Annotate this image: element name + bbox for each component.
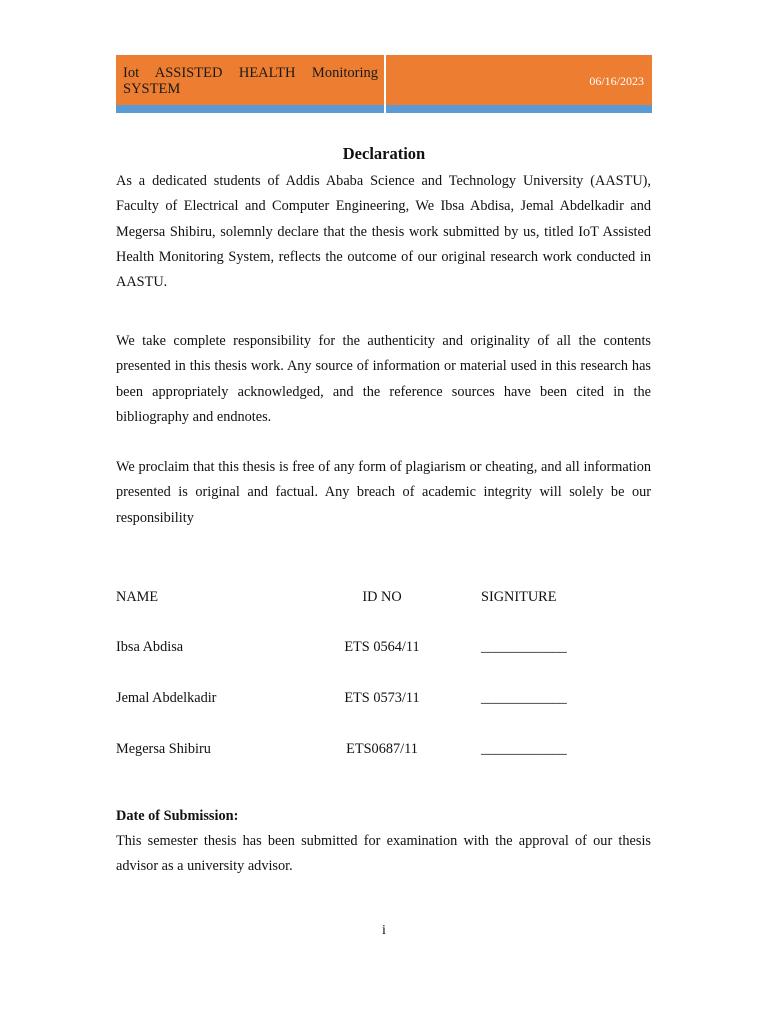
header-title: Iot ASSISTED HEALTH Monitoring SYSTEM — [116, 55, 384, 105]
table-row-signature-line: ____________ — [481, 741, 567, 757]
page-title: Declaration — [342, 144, 426, 163]
table-row-id: ETS0687/11 — [346, 741, 418, 757]
submission-text: This semester thesis has been submitted for examination with the approval of our thesis advisor as a university advisor. — [116, 833, 651, 875]
declaration-paragraph-1: As a dedicated students of Addis Ababa Science and Technology University (AASTU), Faculty of Electrical and Computer Engineering, We Ibsa Abdisa, Jemal Abdelkadir and Megersa Shibiru, solemnly declare that the thesis work submitted by us, titled IoT Assisted Health Monitoring System, reflects the outcome of our original research work conducted in AASTU. — [116, 173, 651, 291]
header-date: 06/16/2023 — [386, 55, 652, 105]
table-row-name: Ibsa Abdisa — [116, 639, 184, 655]
table-row-signature-line: ____________ — [481, 690, 567, 706]
table-header-id: ID NO — [362, 589, 402, 605]
page-number: i — [382, 923, 386, 938]
table-row-id: ETS 0573/11 — [344, 690, 420, 706]
table-row-id: ETS 0564/11 — [344, 639, 420, 655]
declaration-paragraph-3: We proclaim that this thesis is free of any form of plagiarism or cheating, and all information presented is original and factual. Any breach of academic integrity will solely be our responsibility — [116, 459, 651, 526]
submission-heading: Date of Submission: — [116, 808, 239, 824]
page-header — [116, 55, 652, 113]
header-accent-bar — [116, 105, 652, 113]
table-row-name: Jemal Abdelkadir — [116, 690, 217, 706]
table-header-name: NAME — [116, 589, 159, 605]
declaration-paragraph-2: We take complete responsibility for the authenticity and originality of all the contents presented in this thesis work. Any source of information or material used in this research has been appropriately acknowledged, and the reference sources have been cited in the bibliography and endnotes. — [116, 333, 651, 425]
table-row-name: Megersa Shibiru — [116, 741, 211, 757]
table-header-signature: SIGNITURE — [481, 589, 557, 605]
table-row-signature-line: ____________ — [481, 639, 567, 655]
